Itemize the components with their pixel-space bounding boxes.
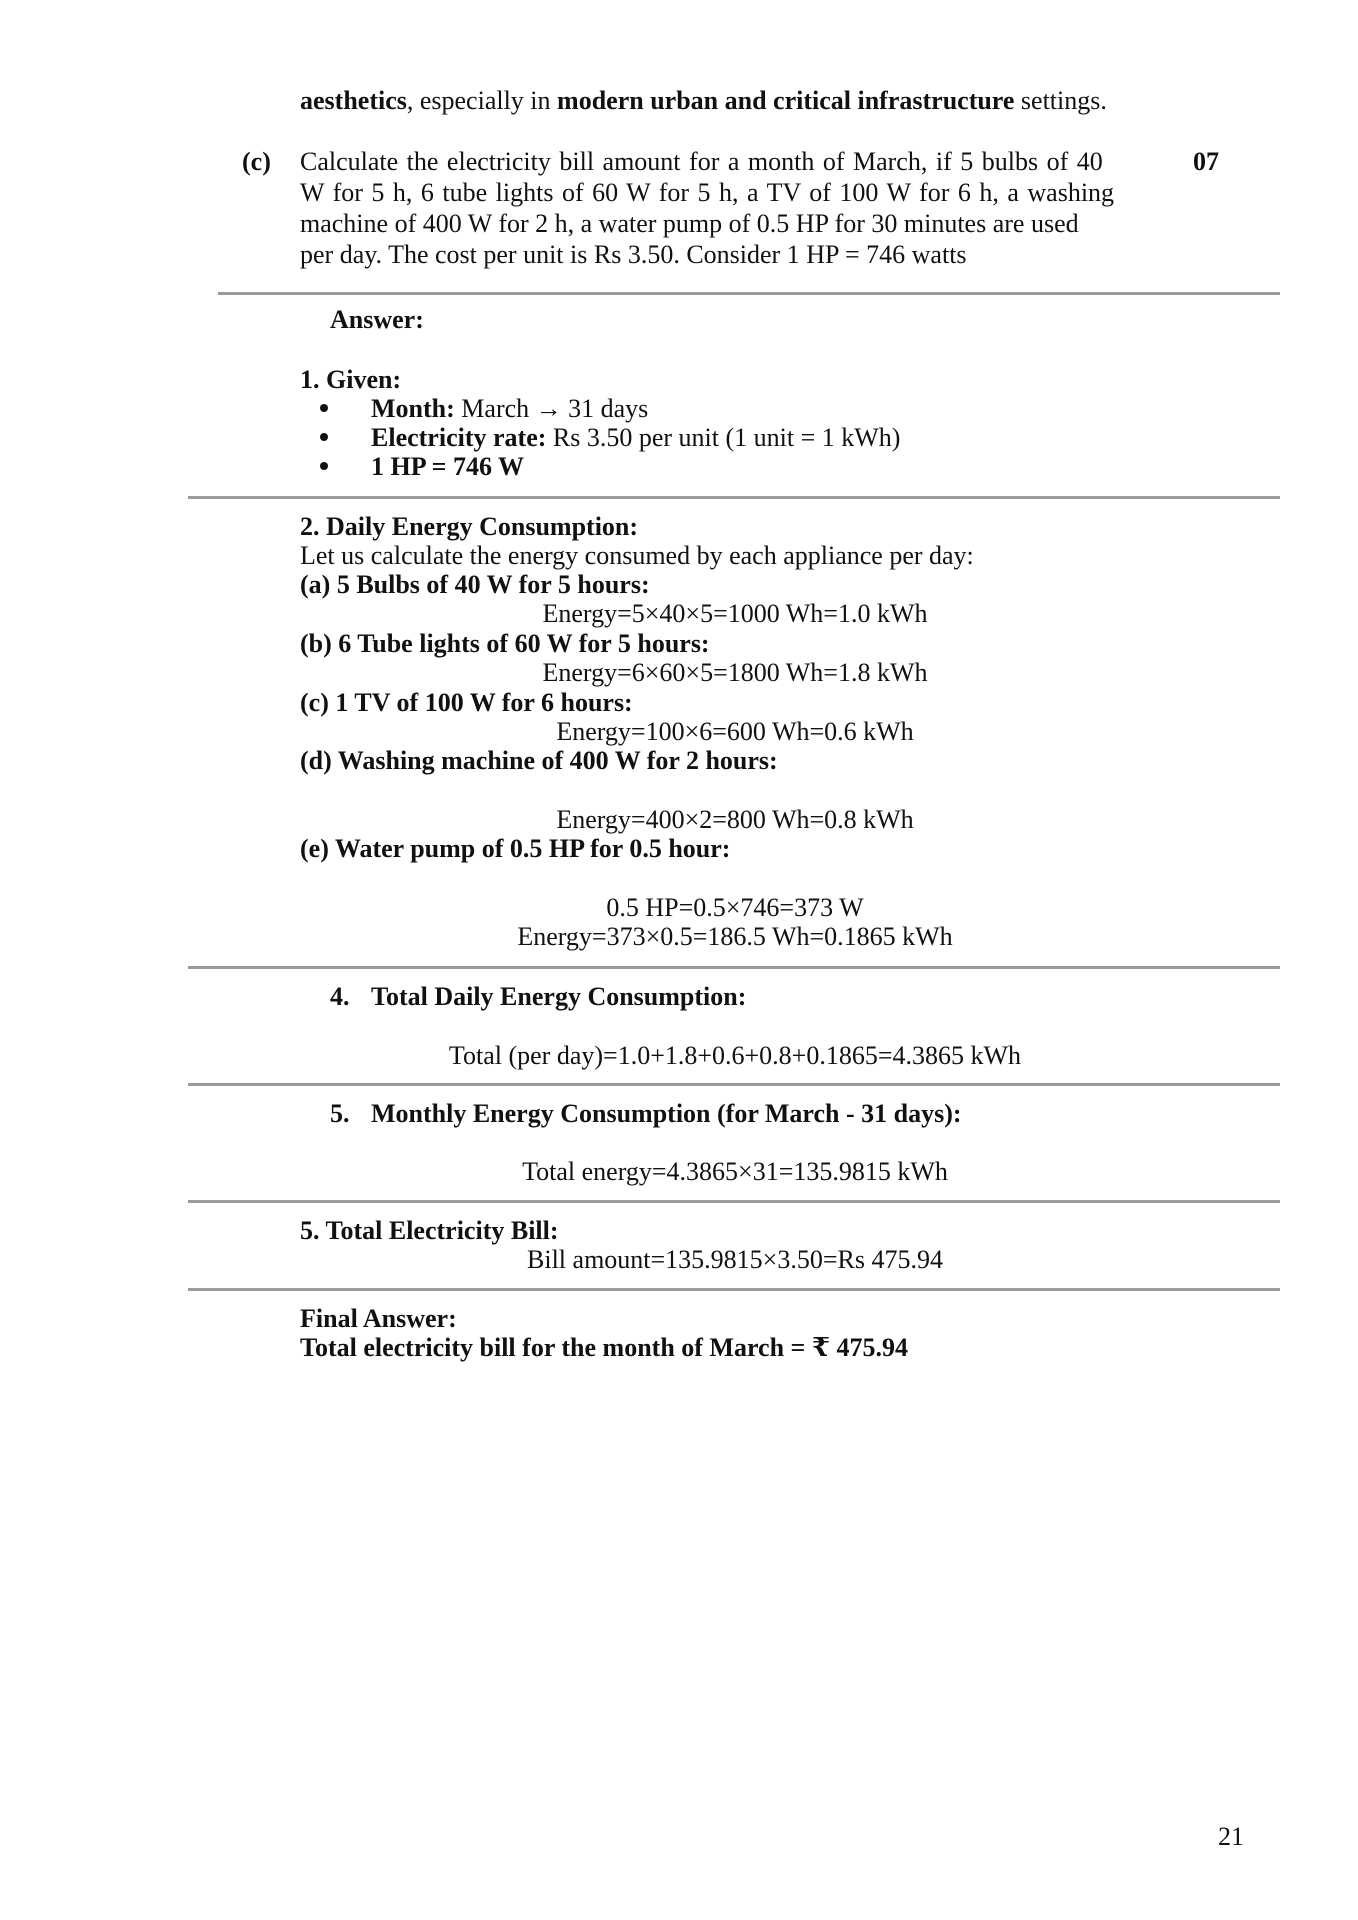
intro-bold-1: aesthetics bbox=[300, 86, 407, 115]
bullet-icon bbox=[320, 433, 332, 445]
divider bbox=[218, 292, 1280, 295]
bill-equation: Bill amount=135.9815×3.50=Rs 475.94 bbox=[527, 1245, 943, 1274]
divider bbox=[188, 1288, 1280, 1291]
appliance-c-equation: Energy=100×6=600 Wh=0.6 kWh bbox=[556, 717, 914, 746]
daily-intro: Let us calculate the energy consumed by each appliance per day: bbox=[300, 541, 974, 570]
appliance-e-equation-1: 0.5 HP=0.5×746=373 W bbox=[606, 893, 864, 922]
appliance-b-label: (b) 6 Tube lights of 60 W for 5 hours: bbox=[300, 629, 710, 658]
given-item-label: Electricity rate: bbox=[371, 423, 547, 452]
bullet-icon bbox=[320, 462, 332, 474]
intro-text-1: , especially in bbox=[406, 86, 558, 115]
given-heading: 1. Given: bbox=[300, 365, 402, 394]
question-line-4: per day. The cost per unit is Rs 3.50. Consider 1 HP = 746 watts bbox=[300, 240, 967, 269]
total-daily-heading: Total Daily Energy Consumption: bbox=[371, 982, 747, 1011]
answer-heading: Answer: bbox=[330, 305, 424, 334]
monthly-heading: Monthly Energy Consumption (for March - 31 days): bbox=[371, 1099, 962, 1128]
total-daily-number: 4. bbox=[330, 982, 350, 1011]
bullet-icon bbox=[320, 404, 332, 416]
divider bbox=[188, 966, 1280, 969]
page-number: 21 bbox=[1218, 1822, 1244, 1851]
given-item-text: Rs 3.50 per unit (1 unit = 1 kWh) bbox=[546, 423, 901, 452]
total-daily-equation: Total (per day)=1.0+1.8+0.6+0.8+0.1865=4.3865 kWh bbox=[448, 1041, 1022, 1070]
appliance-e-label: (e) Water pump of 0.5 HP for 0.5 hour: bbox=[300, 834, 731, 863]
appliance-c-label: (c) 1 TV of 100 W for 6 hours: bbox=[300, 688, 633, 717]
question-line-3: machine of 400 W for 2 h, a water pump of 0.5 HP for 30 minutes are used bbox=[300, 209, 1079, 238]
monthly-number: 5. bbox=[330, 1099, 350, 1128]
final-answer: Total electricity bill for the month of March = ₹ 475.94 bbox=[300, 1333, 908, 1362]
question-line-2: W for 5 h, 6 tube lights of 60 W for 5 h, a TV of 100 W for 6 h, a washing bbox=[300, 178, 1115, 207]
given-item-label: 1 HP = 746 W bbox=[371, 452, 525, 481]
intro-bold-2: modern urban and critical infrastructure bbox=[557, 86, 1015, 115]
intro-text-2: settings. bbox=[1014, 86, 1107, 115]
bill-heading: 5. Total Electricity Bill: bbox=[300, 1216, 559, 1245]
appliance-e-equation-2: Energy=373×0.5=186.5 Wh=0.1865 kWh bbox=[517, 922, 953, 951]
appliance-d-equation: Energy=400×2=800 Wh=0.8 kWh bbox=[556, 805, 914, 834]
intro-line bbox=[300, 86, 1107, 116]
given-item-label: Month: bbox=[371, 394, 455, 423]
given-item-rate bbox=[371, 423, 900, 453]
given-item-hp bbox=[371, 452, 524, 482]
appliance-d-label: (d) Washing machine of 400 W for 2 hours: bbox=[300, 746, 778, 775]
question-marks: 07 bbox=[1193, 147, 1219, 176]
question-label: (c) bbox=[242, 147, 271, 176]
appliance-b-equation: Energy=6×60×5=1800 Wh=1.8 kWh bbox=[542, 658, 928, 687]
appliance-a-label: (a) 5 Bulbs of 40 W for 5 hours: bbox=[300, 570, 650, 599]
given-item-month bbox=[371, 394, 648, 424]
question-line-1: Calculate the electricity bill amount for a month of March, if 5 bulbs of 40 bbox=[300, 147, 1103, 176]
divider bbox=[188, 1083, 1280, 1086]
divider bbox=[188, 496, 1280, 499]
final-heading: Final Answer: bbox=[300, 1304, 457, 1333]
divider bbox=[188, 1200, 1280, 1203]
monthly-equation: Total energy=4.3865×31=135.9815 kWh bbox=[522, 1157, 948, 1186]
daily-heading: 2. Daily Energy Consumption: bbox=[300, 512, 639, 541]
appliance-a-equation: Energy=5×40×5=1000 Wh=1.0 kWh bbox=[542, 599, 928, 628]
given-item-text: March → 31 days bbox=[454, 394, 649, 423]
